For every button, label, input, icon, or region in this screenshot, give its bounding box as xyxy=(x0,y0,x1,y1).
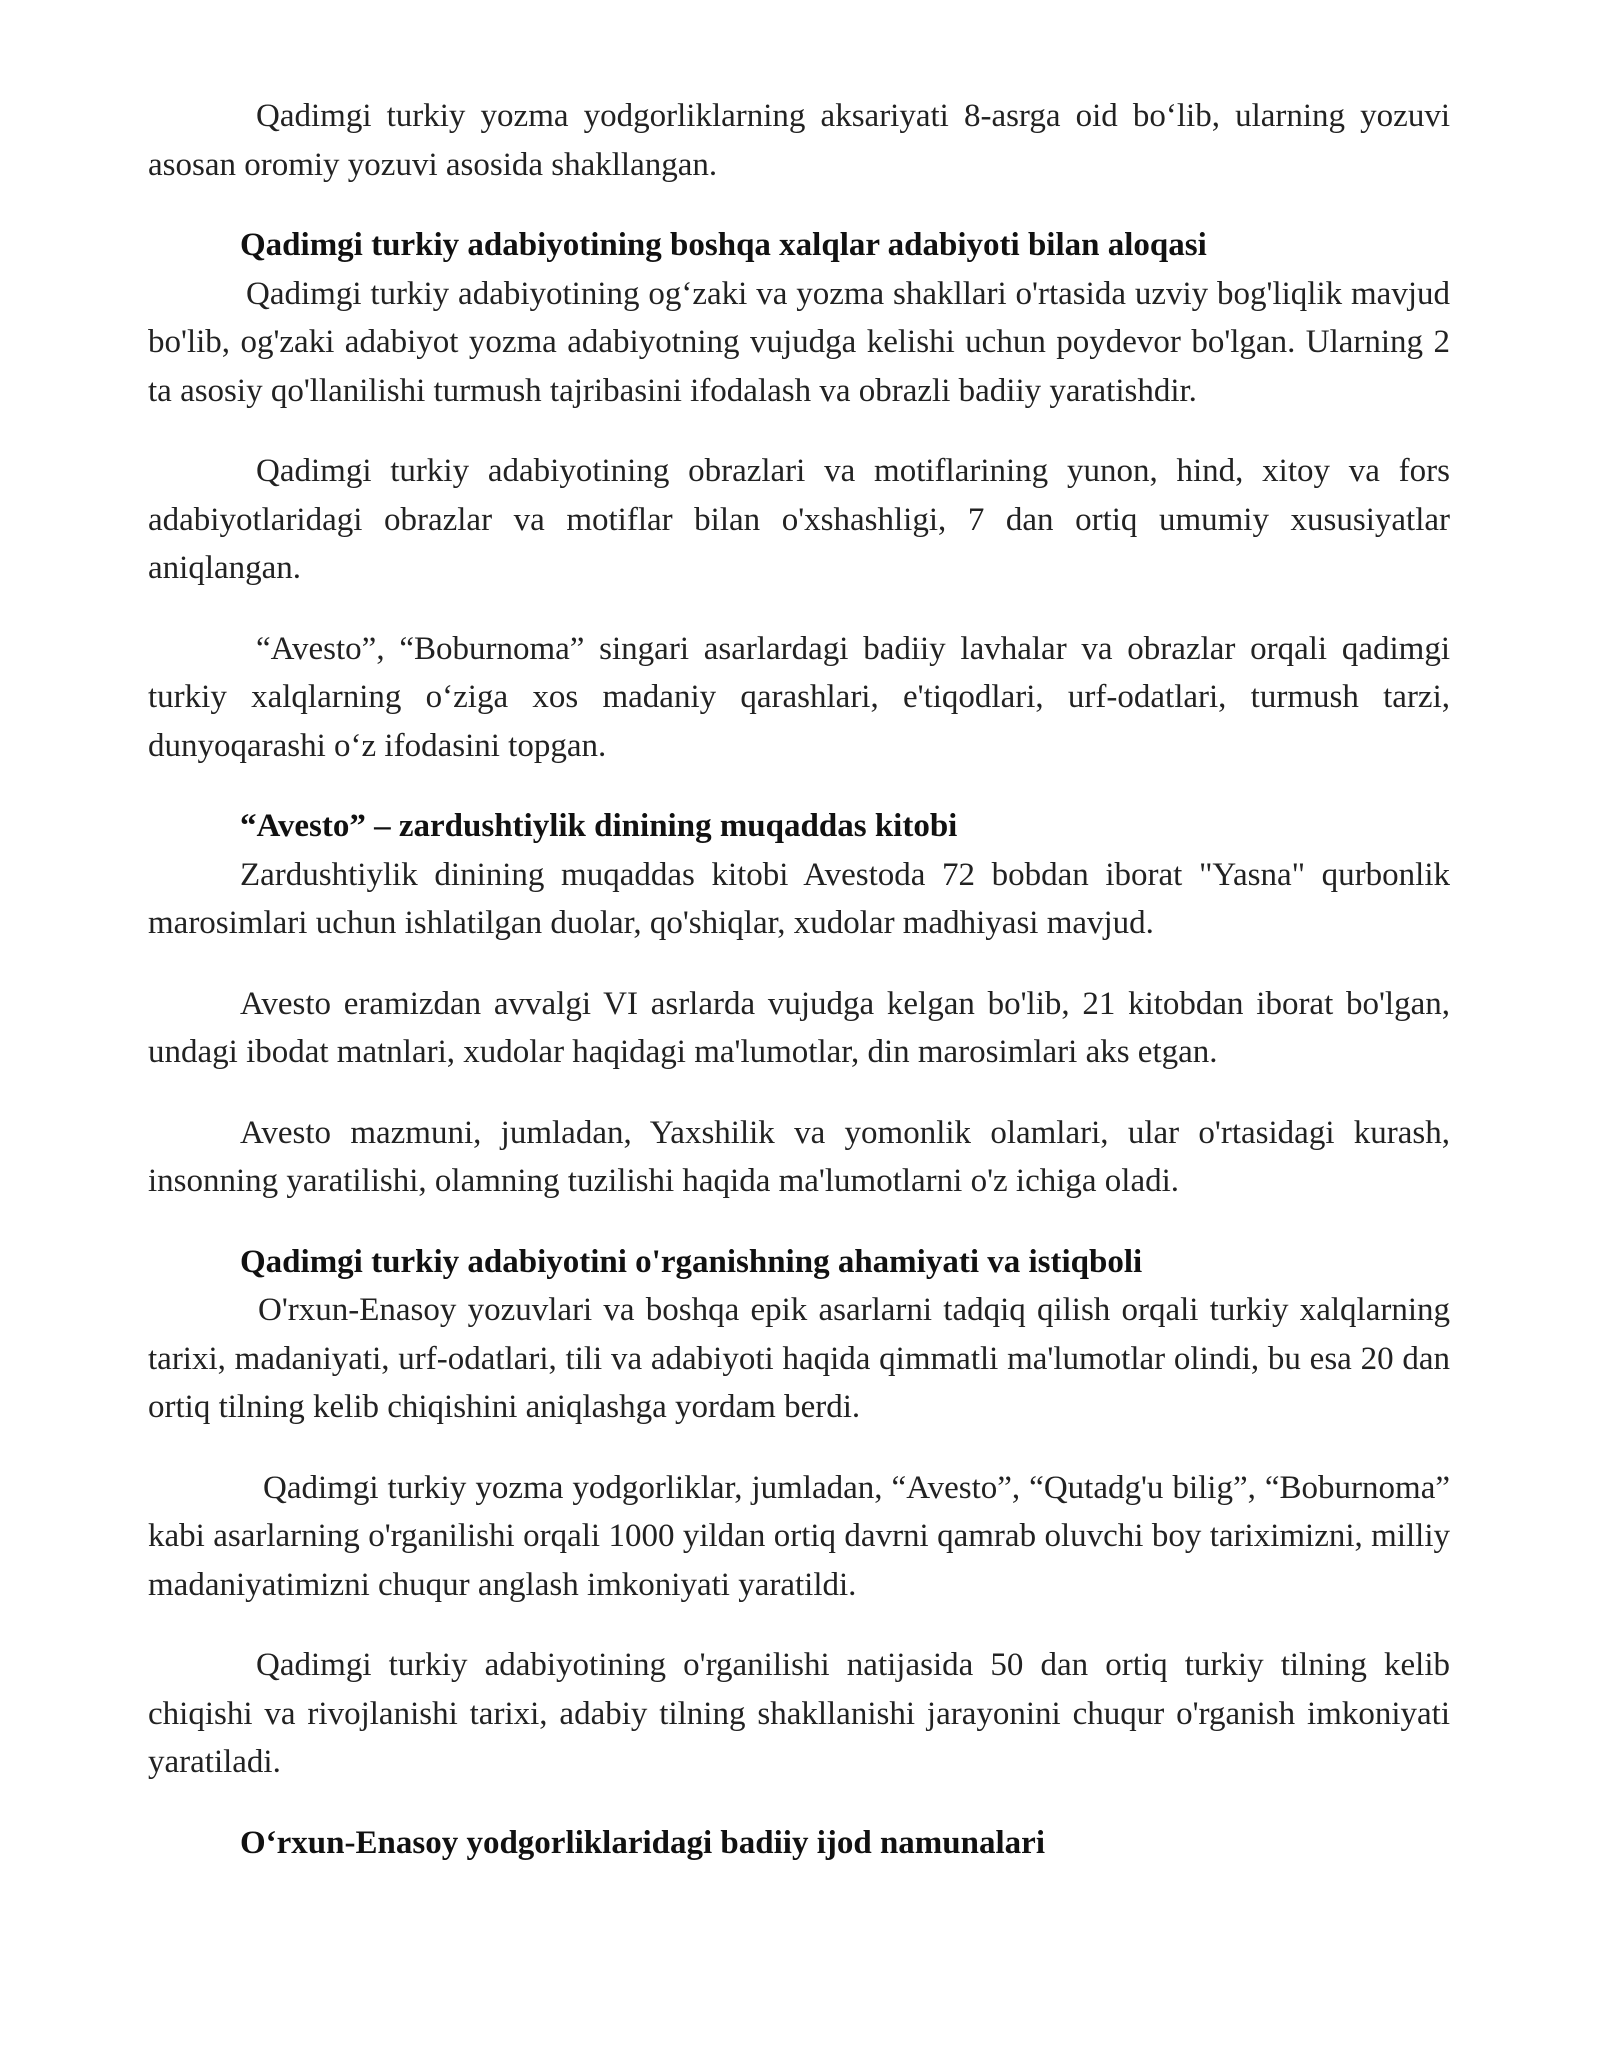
section-heading: O‘rxun-Enasoy yodgorliklaridagi badiiy ijod namunalari xyxy=(240,1824,1045,1861)
paragraph: Qadimgi turkiy yozma yodgorliklar, jumladan, “Avesto”, “Qutadg'u bilig”, “Boburnoma” kabi asarlarning o'rganilishi orqali 1000 yildan ortiq davrni qamrab oluvchi boy tariximizni, milliy madaniyatimizni chuqur anglash imkoniyati yaratildi. xyxy=(148,1469,1450,1603)
paragraph: Qadimgi turkiy adabiyotining o'rganilishi natijasida 50 dan ortiq turkiy tilning kelib chiqishi va rivojlanishi tarixi, adabiy tilning shakllanishi jarayonini chuqur o'rganish imkoniyati yaratiladi. xyxy=(148,1647,1450,1780)
paragraph: Avesto eramizdan avvalgi VI asrlarda vujudga kelgan bo'lib, 21 kitobdan iborat bo'lgan, undagi ibodat matnlari, xudolar haqidagi ma'lumotlar, din marosimlari aks etgan. xyxy=(148,985,1450,1070)
document-body xyxy=(148,92,1450,1867)
paragraph: Qadimgi turkiy yozma yodgorliklarning aksariyati 8-asrga oid bo‘lib, ularning yozuvi asosan oromiy yozuvi asosida shakllangan. xyxy=(148,98,1450,183)
paragraph: Zardushtiylik dinining muqaddas kitobi Avestoda 72 bobdan iborat "Yasna" qurbonlik marosimlari uchun ishlatilgan duolar, qo'shiqlar, xudolar madhiyasi mavjud. xyxy=(148,856,1450,941)
paragraph: “Avesto”, “Boburnoma” singari asarlardagi badiiy lavhalar va obrazlar orqali qadimgi turkiy xalqlarning o‘ziga xos madaniy qarashlari, e'tiqodlari, urf-odatlari, turmush tarzi, dunyoqarashi o‘z ifodasini topgan. xyxy=(148,630,1450,764)
paragraph: Qadimgi turkiy adabiyotining og‘zaki va yozma shakllari o'rtasida uzviy bog'liqlik mavjud bo'lib, og'zaki adabiyot yozma adabiyotning vujudga kelishi uchun poydevor bo'lgan. Ularning 2 ta asosiy qo'llanilishi turmush tajribasini ifodalash va obrazli badiiy yaratishdir. xyxy=(148,275,1450,409)
paragraph: Qadimgi turkiy adabiyotining obrazlari va motiflarining yunon, hind, xitoy va fors adabiyotlaridagi obrazlar va motiflar bilan o'xshashligi, 7 dan ortiq umumiy xususiyatlar aniqlangan. xyxy=(148,453,1450,586)
paragraph: Avesto mazmuni, jumladan, Yaxshilik va yomonlik olamlari, ular o'rtasidagi kurash, insonning yaratilishi, olamning tuzilishi haqida ma'lumotlarni o'z ichiga oladi. xyxy=(148,1114,1450,1199)
section-heading: “Avesto” – zardushtiylik dinining muqaddas kitobi xyxy=(240,808,958,844)
section-heading: Qadimgi turkiy adabiyotining boshqa xalqlar adabiyoti bilan aloqasi xyxy=(240,227,1207,263)
paragraph: O'rxun-Enasoy yozuvlari va boshqa epik asarlarni tadqiq qilish orqali turkiy xalqlarning tarixi, madaniyati, urf-odatlari, tili va adabiyoti haqida qimmatli ma'lumotlar olindi, bu esa 20 dan ortiq tilning kelib chiqishini aniqlashga yordam berdi. xyxy=(148,1292,1450,1425)
section-heading: Qadimgi turkiy adabiyotini o'rganishning ahamiyati va istiqboli xyxy=(240,1243,1143,1280)
